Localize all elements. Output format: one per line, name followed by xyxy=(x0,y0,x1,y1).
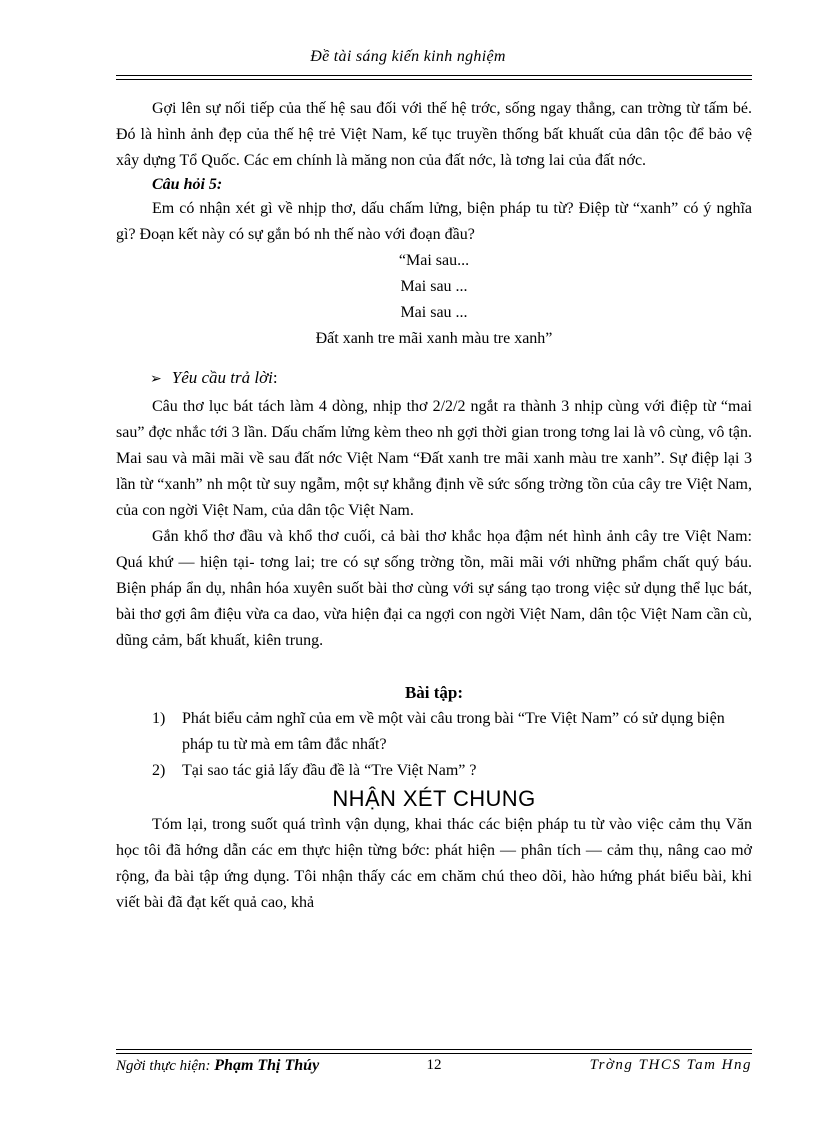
footer-rule-bottom xyxy=(116,1053,752,1054)
header-title: Đề tài sáng kiến kinh nghiệm xyxy=(310,48,506,65)
poem-line: “Mai sau... xyxy=(398,252,470,269)
author-name: Phạm Thị Thúy xyxy=(214,1057,320,1074)
exercise-text: Tại sao tác giả lấy đầu đề là “Tre Việt Nam” ? xyxy=(182,762,477,779)
requirement-colon: : xyxy=(272,368,278,387)
requirement-label: Yêu cầu trả lời xyxy=(171,368,273,387)
exercise-number: 1) xyxy=(152,710,166,727)
school-name: Trờng THCS Tam Hng xyxy=(589,1057,752,1073)
question-text: Em có nhận xét gì về nhịp thơ, dấu chấm lửng, biện pháp tu từ? Điệp từ “xanh” có ý nghĩa gì? Đoạn kết này có sự gắn bó nh thế nào với đoạn đầu? xyxy=(116,200,752,243)
conclusion-paragraph: Tóm lại, trong suốt quá trình vận dụng, khai thác các biện pháp tu từ vào việc cảm thụ Văn học tôi đã hớng dẫn các em thực hiện từng bớc: phát hiện — phân tích — cảm thụ, nâng cao mở rộng, đa bài tập ứng dụng. Tôi nhận thấy các em chăm chú theo dõi, hào hứng phát biểu bài, khi viết bài đã đạt kết quả cao, khả xyxy=(116,816,752,911)
section-title: NHẬN XÉT CHUNG xyxy=(332,786,536,811)
exercise-list xyxy=(116,706,752,784)
document-body xyxy=(116,96,752,916)
header-rule-top xyxy=(116,75,752,76)
intro-paragraph: Gợi lên sự nối tiếp của thế hệ sau đối với thế hệ trớc, sống ngay thẳng, can trờng từ tấm bé. Đó là hình ảnh đẹp của thế hệ trẻ Việt Nam, kế tục truyền thống bất khuất của dân tộc để bảo vệ xây dựng Tổ Quốc. Các em chính là măng non của đất nớc, là tơng lai của đất nớc. xyxy=(116,100,752,169)
question-label: Câu hỏi 5: xyxy=(152,176,223,193)
answer-paragraph-1: Câu thơ lục bát tách làm 4 dòng, nhịp thơ 2/2/2 ngắt ra thành 3 nhịp cùng với điệp từ “mai sau” đợc nhắc tới 3 lần. Dấu chấm lửng kèm theo nh gợi thời gian trong tơng lai là vô cùng, vô tận. Mai sau và mãi mãi về sau đất nớc Việt Nam “Đất xanh tre mãi xanh màu tre xanh”. Sự điệp lại 3 lần từ “xanh” nh một từ suy ngẫm, một sự khẳng định về sức sống trờng tồn của cây tre Việt Nam, của con ngời Việt Nam, của dân tộc Việt Nam. xyxy=(116,398,752,519)
arrow-bullet-icon: ➢ xyxy=(150,372,162,387)
footer-rule-top xyxy=(116,1049,752,1050)
requirement-heading xyxy=(150,364,752,394)
exercise-title: Bài tập: xyxy=(404,683,464,702)
page-number: 12 xyxy=(426,1057,442,1073)
footer-author xyxy=(116,1057,319,1075)
poem-line: Mai sau ... xyxy=(400,278,468,295)
poem-line: Đất xanh tre mãi xanh màu tre xanh” xyxy=(315,330,553,347)
poem-line: Mai sau ... xyxy=(400,304,468,321)
header-rule-bottom xyxy=(116,79,752,80)
exercise-item xyxy=(152,758,752,784)
exercise-text: Phát biểu cảm nghĩ của em về một vài câu trong bài “Tre Việt Nam” có sử dụng biện pháp tu từ mà em tâm đắc nhất? xyxy=(182,710,725,753)
exercise-number: 2) xyxy=(152,762,166,779)
author-label: Ngời thực hiện: xyxy=(116,1058,211,1074)
answer-paragraph-2: Gắn khổ thơ đầu và khổ thơ cuối, cả bài thơ khắc họa đậm nét hình ảnh cây tre Việt Nam: Quá khứ — hiện tại- tơng lai; tre có sự sống trờng tồn, mãi mãi với những phẩm chất quý báu. Biện pháp ẩn dụ, nhân hóa xuyên suốt bài thơ cùng với sự sáng tạo trong việc sử dụng thể lục bát, bài thơ gợi âm điệu vừa ca dao, vừa hiện đại ca ngợi con ngời Việt Nam, dân tộc Việt Nam cần cù, dũng cảm, bất khuất, kiên trung. xyxy=(116,528,752,649)
poem-excerpt xyxy=(116,248,752,352)
exercise-item xyxy=(152,706,752,758)
